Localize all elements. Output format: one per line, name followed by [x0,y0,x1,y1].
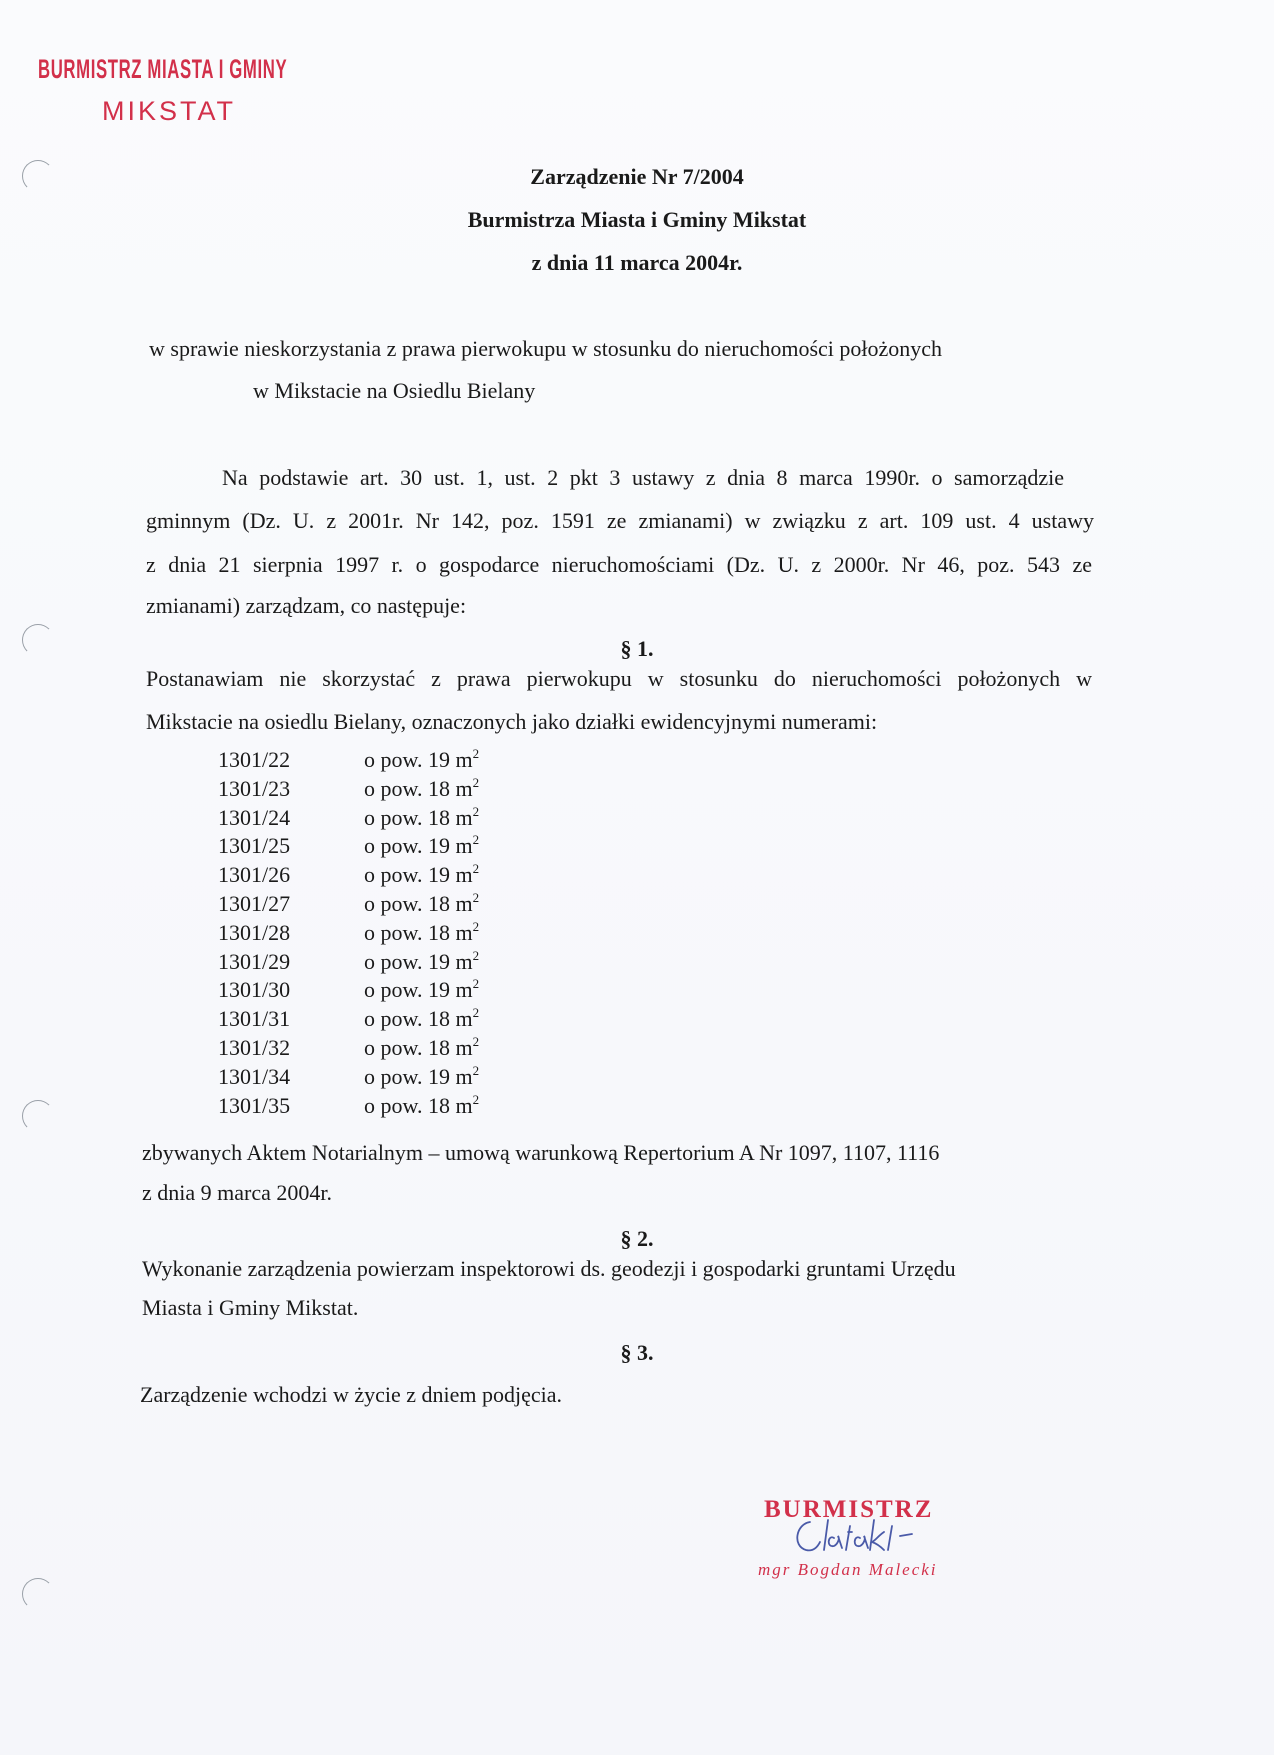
plot-area: o pow. 18 m [364,1006,473,1032]
plot-area-exponent: 2 [472,1033,480,1049]
plot-area-exponent: 2 [472,774,480,790]
plot-area-exponent: 2 [472,1091,480,1107]
section2-sign: § 2. [620,1226,654,1251]
plot-area-exponent: 2 [472,889,480,905]
signature-stamp [758,1496,998,1596]
plot-area-exponent: 2 [472,976,480,992]
plot-area: o pow. 19 m [364,948,473,974]
list-item [218,746,479,775]
plot-area-exponent: 2 [472,832,480,848]
section1-line2: Mikstacie na osiedlu Bielany, oznaczonych jako działki ewidencyjnymi numerami: [146,709,878,734]
plot-area: o pow. 18 m [364,775,473,801]
plot-area-exponent: 2 [472,746,480,761]
list-item [218,1005,479,1034]
plot-area-exponent: 2 [472,918,480,934]
preamble-line3: z dnia 21 sierpnia 1997 r. o gospodarce nieruchomościami (Dz. U. z 2000r. Nr 46, poz. 543 ze [146,552,1092,577]
office-stamp-line1: BURMISTRZ MIASTA I GMINY [38,54,288,84]
list-item [218,919,479,948]
plot-area: o pow. 19 m [364,977,473,1003]
subject-line2: w Mikstacie na Osiedlu Bielany [253,378,536,403]
section2-line1: Wykonanie zarządzenia powierzam inspektorowi ds. geodezji i gospodarki gruntami Urzędu [142,1256,956,1281]
plot-number: 1301/34 [218,1063,291,1089]
plots-list [218,746,479,1120]
plot-number: 1301/24 [218,804,291,830]
plot-area: o pow. 18 m [364,1092,473,1118]
office-stamp-line2: MIKSTAT [102,96,236,126]
section1-after-line2: z dnia 9 marca 2004r. [142,1180,332,1205]
list-item [218,1092,479,1121]
section3-line1: Zarządzenie wchodzi w życie z dniem podjęcia. [140,1382,563,1407]
plot-area-exponent: 2 [472,1062,480,1078]
section2-line2: Miasta i Gminy Mikstat. [142,1295,359,1320]
plot-number: 1301/22 [218,747,291,772]
list-item [218,775,479,804]
preamble-line1: Na podstawie art. 30 ust. 1, ust. 2 pkt 3 ustawy z dnia 8 marca 1990r. o samorządzie [222,465,1064,490]
plot-area: o pow. 19 m [364,1063,473,1089]
plot-number: 1301/26 [218,862,291,888]
plot-area: o pow. 19 m [364,862,473,888]
punch-hole-icon [22,1578,54,1610]
list-item [218,948,479,977]
section3-sign: § 3. [620,1340,654,1365]
list-item [218,1034,479,1063]
plot-area: o pow. 18 m [364,919,473,945]
list-item [218,1063,479,1092]
section1-after-line1: zbywanych Aktem Notarialnym – umową warunkową Repertorium A Nr 1097, 1107, 1116 [142,1140,940,1165]
plot-area: o pow. 19 m [364,747,473,772]
plot-area-exponent: 2 [472,947,480,963]
document-date: z dnia 11 marca 2004r. [531,250,743,275]
signature-stamp-title: BURMISTRZ [764,1496,934,1523]
list-item [218,976,479,1005]
list-item [218,890,479,919]
plot-number: 1301/27 [218,890,291,916]
plot-number: 1301/28 [218,919,291,945]
plot-number: 1301/31 [218,1006,291,1032]
punch-hole-icon [22,1100,54,1132]
preamble-line2: gminnym (Dz. U. z 2001r. Nr 142, poz. 1591 ze zmianami) w związku z art. 109 ust. 4 ustawy [146,508,1094,533]
plot-area: o pow. 19 m [364,833,473,859]
plot-area: o pow. 18 m [364,1034,473,1060]
plot-number: 1301/35 [218,1092,291,1118]
document-issuer: Burmistrza Miasta i Gminy Mikstat [467,207,807,232]
signature-stamp-name: mgr Bogdan Malecki [758,1560,938,1579]
plot-area-exponent: 2 [472,803,480,819]
plot-number: 1301/29 [218,948,291,974]
plot-number: 1301/23 [218,775,291,801]
list-item [218,804,479,833]
plot-area-exponent: 2 [472,1005,480,1021]
plot-number: 1301/30 [218,977,291,1003]
plot-number: 1301/32 [218,1034,291,1060]
section1-sign: § 1. [620,636,654,661]
section1-line1: Postanawiam nie skorzystać z prawa pierwokupu w stosunku do nieruchomości położonych w [146,666,1092,691]
handwritten-signature-icon [788,1512,958,1560]
plot-number: 1301/25 [218,833,291,859]
subject-line1: w sprawie nieskorzystania z prawa pierwokupu w stosunku do nieruchomości położonych [149,336,943,361]
plot-area-exponent: 2 [472,861,480,877]
list-item [218,832,479,861]
list-item [218,861,479,890]
plot-area: o pow. 18 m [364,890,473,916]
office-stamp [38,54,488,126]
plot-area: o pow. 18 m [364,804,473,830]
preamble-line4: zmianami) zarządzam, co następuje: [146,593,467,618]
document-title: Zarządzenie Nr 7/2004 [530,164,744,189]
